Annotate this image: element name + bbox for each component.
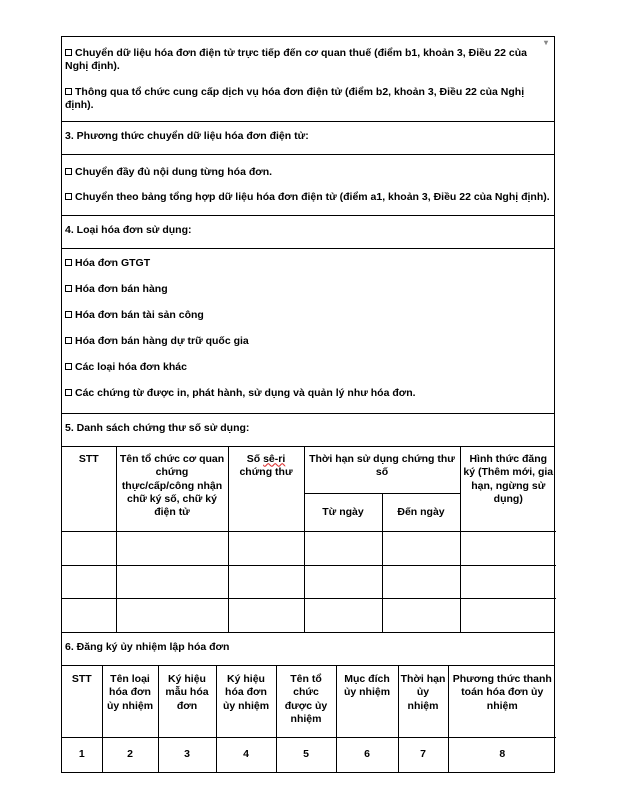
option-other-invoices xyxy=(65,357,551,383)
header-form: Hình thức đăng ký (Thêm mới, gia hạn, ngừng sử dụng) xyxy=(460,447,556,532)
section-title: 3. Phương thức chuyển dữ liệu hóa đơn điện tử: xyxy=(65,129,309,142)
section6-heading xyxy=(61,632,555,665)
option-label: Hóa đơn bán tài sản công xyxy=(75,308,204,321)
header-invoice-type: Tên loại hóa đơn ủy nhiệm xyxy=(102,666,158,738)
checkbox[interactable] xyxy=(65,259,72,266)
column-number: 1 xyxy=(62,738,102,772)
option-label: Các chứng từ được in, phát hành, sử dụng và quản lý như hóa đơn. xyxy=(75,386,416,399)
option-direct-transfer xyxy=(65,47,551,74)
section5-heading xyxy=(61,413,555,446)
checkbox[interactable] xyxy=(65,311,72,318)
table-cell[interactable] xyxy=(382,532,460,566)
table-cell[interactable] xyxy=(62,599,116,633)
header-to-date: Đến ngày xyxy=(382,494,460,532)
table-cell[interactable] xyxy=(304,532,382,566)
header-delegated-org: Tên tổ chức được ủy nhiệm xyxy=(276,666,336,738)
header-serial-word: sê-ri xyxy=(263,452,286,465)
table-cell[interactable] xyxy=(304,566,382,599)
header-stt: STT xyxy=(62,447,116,532)
header-template-symbol: Ký hiệu mẫu hóa đơn xyxy=(158,666,216,738)
table-row xyxy=(62,599,556,633)
header-invoice-symbol: Ký hiệu hóa đơn ủy nhiệm xyxy=(216,666,276,738)
column-number: 7 xyxy=(398,738,448,772)
option-label: Hóa đơn GTGT xyxy=(75,256,151,269)
checkbox[interactable] xyxy=(65,285,72,292)
section4-heading xyxy=(61,215,555,248)
header-payment-method: Phương thức thanh toán hóa đơn ủy nhiệm xyxy=(448,666,556,738)
option-full-content xyxy=(65,166,551,179)
checkbox[interactable] xyxy=(65,389,72,396)
header-org: Tên tổ chức cơ quan chứng thực/cấp/công nhận chữ ký số, chữ ký điện tử xyxy=(116,447,228,532)
option-documents-as-invoice xyxy=(65,383,551,409)
section3-heading xyxy=(61,121,555,154)
checkbox[interactable] xyxy=(65,168,72,175)
option-national-reserve-invoice xyxy=(65,331,551,357)
section2-options xyxy=(61,36,555,121)
section5-table-container xyxy=(61,446,555,632)
column-number: 5 xyxy=(276,738,336,772)
option-vat-invoice xyxy=(65,253,551,279)
header-duration: Thời hạn ủy nhiệm xyxy=(398,666,448,738)
option-label: Chuyển theo bảng tổng hợp dữ liệu hóa đơn điện tử (điểm a1, khoản 3, Điều 22 của Nghị định). xyxy=(75,191,550,204)
header-from-date: Từ ngày xyxy=(304,494,382,532)
option-via-provider xyxy=(65,86,551,113)
option-summary-table xyxy=(65,191,551,204)
checkbox[interactable] xyxy=(65,193,72,200)
checkbox[interactable] xyxy=(65,49,72,56)
section-title: 6. Đăng ký ủy nhiệm lập hóa đơn xyxy=(65,640,230,653)
column-number: 8 xyxy=(448,738,556,772)
section4-options xyxy=(61,248,555,413)
option-label: Hóa đơn bán hàng xyxy=(75,282,168,295)
section-title: 5. Danh sách chứng thư số sử dụng: xyxy=(65,421,250,434)
header-stt: STT xyxy=(62,666,102,738)
option-label: Chuyển dữ liệu hóa đơn điện tử trực tiếp đến cơ quan thuế (điểm b1, khoản 3, Điều 22 của Nghị định). xyxy=(65,47,527,73)
column-number: 6 xyxy=(336,738,398,772)
table-cell[interactable] xyxy=(460,599,556,633)
header-serial xyxy=(228,447,304,532)
column-number: 3 xyxy=(158,738,216,772)
table-cell[interactable] xyxy=(62,566,116,599)
delegation-table xyxy=(62,666,556,772)
certificate-table xyxy=(62,447,556,633)
table-cell[interactable] xyxy=(304,599,382,633)
option-sales-invoice xyxy=(65,279,551,305)
option-label: Hóa đơn bán hàng dự trữ quốc gia xyxy=(75,334,249,347)
column-number-row xyxy=(62,738,556,772)
section3-options xyxy=(61,154,555,215)
header-serial-suffix: chứng thư xyxy=(239,466,293,479)
section-title: 4. Loại hóa đơn sử dụng: xyxy=(65,223,192,236)
checkbox[interactable] xyxy=(65,337,72,344)
table-cell[interactable] xyxy=(382,566,460,599)
table-cell[interactable] xyxy=(116,566,228,599)
table-cell[interactable] xyxy=(116,599,228,633)
checkbox[interactable] xyxy=(65,363,72,370)
table-cell[interactable] xyxy=(228,599,304,633)
checkbox[interactable] xyxy=(65,88,72,95)
header-serial-prefix: Số xyxy=(246,452,264,465)
header-period: Thời hạn sử dụng chứng thư số xyxy=(304,447,460,494)
section6-table-container xyxy=(61,665,555,773)
table-cell[interactable] xyxy=(228,532,304,566)
column-number: 2 xyxy=(102,738,158,772)
option-label: Chuyển đầy đủ nội dung từng hóa đơn. xyxy=(75,165,273,178)
column-number: 4 xyxy=(216,738,276,772)
table-row xyxy=(62,566,556,599)
table-move-handle-icon[interactable]: ▾ xyxy=(543,38,548,47)
option-label: Các loại hóa đơn khác xyxy=(75,360,187,373)
table-cell[interactable] xyxy=(460,532,556,566)
table-cell[interactable] xyxy=(228,566,304,599)
header-purpose: Mục đích ủy nhiệm xyxy=(336,666,398,738)
table-cell[interactable] xyxy=(382,599,460,633)
option-label: Thông qua tổ chức cung cấp dịch vụ hóa đơn điện tử (điểm b2, khoản 3, Điều 22 của Nghị định). xyxy=(65,85,525,112)
table-cell[interactable] xyxy=(116,532,228,566)
table-cell[interactable] xyxy=(460,566,556,599)
registration-form xyxy=(61,36,555,773)
table-row xyxy=(62,532,556,566)
table-cell[interactable] xyxy=(62,532,116,566)
option-public-asset-invoice xyxy=(65,305,551,331)
